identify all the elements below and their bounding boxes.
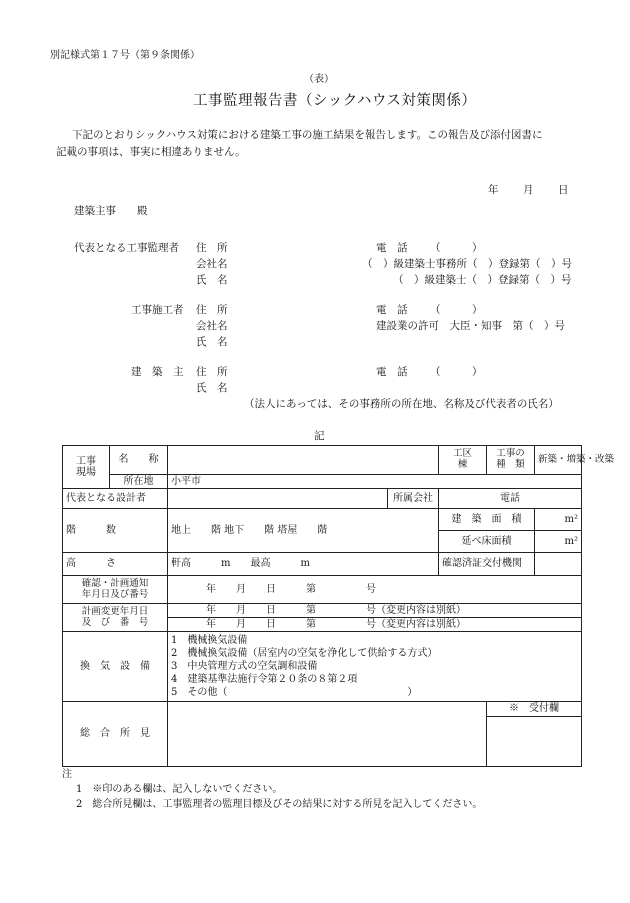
vent-option[interactable]: 1 機械換気設備 (171, 635, 248, 646)
form-number: 別記様式第１７号（第９条関係） (50, 50, 200, 61)
supervisor-phone-label: 電 話 (376, 242, 408, 254)
location-value[interactable]: 小平市 (168, 475, 582, 489)
intro-line-1: 下記のとおりシックハウス対策における建築工事の施工結果を報告します。この報告及び添付図書に (72, 129, 543, 141)
date-month: 月 (523, 184, 534, 196)
location-label: 所在地 (110, 475, 168, 489)
notes (62, 767, 482, 812)
contractor-license: 建設業の許可 大臣・知事 第（ ）号 (376, 320, 565, 332)
vent-option[interactable]: 3 中央管理方式の空気調和設備 (171, 661, 318, 672)
work-type-options[interactable]: 新築・増築・改築 (535, 446, 582, 475)
date-year: 年 (488, 184, 499, 196)
intro-line-2: 記載の事項は、事実に相違ありません。 (56, 146, 246, 158)
owner-address-label: 住 所 (196, 366, 228, 378)
name-field[interactable] (168, 446, 439, 475)
building-area-label: 建 築 面 積 (439, 509, 535, 531)
name-label: 名 称 (110, 446, 168, 475)
supervisor-phone-parens: （ ） (430, 242, 483, 254)
report-table (62, 445, 615, 767)
page-title: 工事監理報告書（シックハウス対策関係） (193, 93, 477, 109)
floors-value[interactable]: 地上 階 地下 階 塔屋 階 (168, 509, 439, 553)
owner-phone-parens: （ ） (430, 366, 483, 378)
note-item: 2 総合所見欄は、工事監理者の監理目標及びその結果に対する所見を記入してください。 (76, 799, 483, 810)
change-value-2[interactable]: 年 月 日 第 号（変更内容は別紙） (168, 618, 582, 632)
cert-agency-field[interactable] (535, 553, 582, 576)
zone-label: 工区 棟 (439, 446, 487, 475)
building-area-unit[interactable]: m² (535, 509, 582, 531)
owner-note: （法人にあっては、その事務所の所在地、名称及び代表者の氏名） (244, 398, 559, 410)
receipt-field (487, 717, 582, 767)
receipt-label: ※ 受付欄 (487, 702, 582, 717)
contractor-phone-parens: （ ） (430, 304, 483, 316)
confirm-value[interactable]: 年 月 日 第 号 (168, 576, 582, 604)
total-floor-area-label: 延べ床面積 (439, 531, 535, 553)
site-label: 工事 現場 (63, 446, 110, 489)
owner-phone-label: 電 話 (376, 366, 408, 378)
supervisor-address-label: 住 所 (196, 242, 228, 254)
confirm-label: 確認・計画通知 年月日及び番号 (63, 576, 168, 604)
overall-label: 総 合 所 見 (63, 702, 168, 767)
supervisor-label: 代表となる工事監理者 (74, 242, 179, 254)
total-floor-area-unit[interactable]: m² (535, 531, 582, 553)
change-value-1[interactable]: 年 月 日 第 号（変更内容は別紙） (168, 604, 582, 618)
ki-heading: 記 (314, 430, 325, 442)
cert-agency-label: 確認済証交付機関 (439, 553, 535, 576)
height-value[interactable]: 軒高 m 最高 m (168, 553, 439, 576)
supervisor-name-label: 氏 名 (196, 274, 228, 286)
contractor-name-label: 氏 名 (196, 336, 228, 348)
supervisor-office-registration: （ ）級建築士事務所（ ）登録第（ ）号 (362, 258, 572, 270)
note-item: 1 ※印のある欄は、記入しないでください。 (76, 784, 283, 795)
contractor-phone-label: 電 話 (376, 304, 408, 316)
floors-label: 階 数 (63, 509, 168, 553)
contractor-address-label: 住 所 (196, 304, 228, 316)
designer-label: 代表となる設計者 (63, 489, 168, 509)
height-label: 高 さ (63, 553, 168, 576)
contractor-company-label: 会社名 (196, 320, 228, 332)
notes-heading: 注 (62, 769, 72, 780)
contractor-label: 工事施工者 (131, 304, 184, 316)
affiliation-label: 所属会社 (388, 489, 439, 509)
owner-name-label: 氏 名 (196, 382, 228, 394)
work-type-label: 工事の 種 類 (487, 446, 535, 475)
vent-option[interactable]: 5 その他（ ） (171, 687, 418, 698)
vent-option[interactable]: 2 機械換気設備（居室内の空気を浄化して供給する方式） (171, 648, 438, 659)
designer-field[interactable] (168, 489, 388, 509)
addressee: 建築主事 殿 (74, 205, 148, 217)
ventilation-options[interactable] (168, 632, 582, 702)
ventilation-label: 換 気 設 備 (63, 632, 168, 702)
supervisor-company-label: 会社名 (196, 258, 228, 270)
supervisor-architect-registration: （ ）級建築士（ ）登録第（ ）号 (393, 274, 572, 286)
date-day: 日 (558, 184, 569, 196)
side-label: （表） (304, 74, 334, 85)
owner-label: 建 築 主 (131, 366, 184, 378)
vent-option[interactable]: 4 建築基準法施行令第２０条の８第２項 (171, 674, 358, 685)
change-label: 計画変更年月日 及 び 番 号 (63, 604, 168, 632)
phone-label: 電話 (439, 489, 582, 509)
overall-field[interactable] (168, 702, 487, 767)
